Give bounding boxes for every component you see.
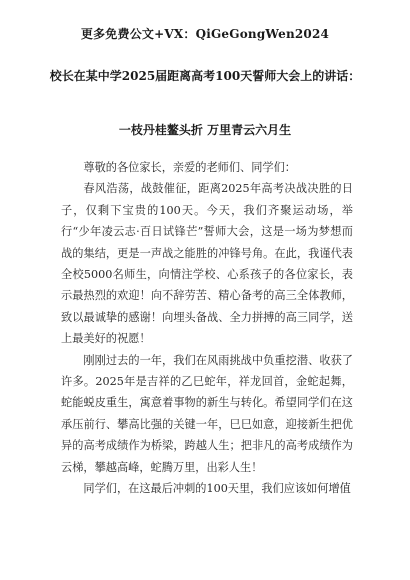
body-paragraph: 刚刚过去的一年，我们在风雨挑战中负重挖潜、收获了许多。2025年是吉祥的乙巳蛇年，祥龙回首，金蛇起舞，蛇能蜕皮重生，寓意着事物的新生与转化。希望同学们在这承压前行、攀高比强的关键一年，巳巳如意，迎接新生把优异的高考成绩作为桥梁，跨越人生；把非凡的高考成绩作为云梯，攀越高峰，蛇腾万里，出彩人生！ [61,353,353,474]
document-body [61,157,353,500]
page-header-watermark: 更多免费公文+VX：QiGeGongWen2024 [80,27,330,41]
document-title: 校长在某中学2025届距离高考100天誓师大会上的讲话： [49,69,361,83]
document-subtitle: 一枝丹桂鳌头折 万里青云六月生 [118,123,292,137]
body-paragraph: 同学们，在这最后冲刺的100天里，我们应该如何增值 [83,482,351,496]
body-paragraph: 春风浩荡，战鼓催征，距离2025年高考决战决胜的日子，仅剩下宝贵的100天。今天，我们齐聚运动场，举行“少年凌云志·百日试锋芒”誓师大会，这是一场为梦想而战的集结，更是一声战之能胜的冲锋号角。在此，我谨代表全校5000名师生，向情注学校、心系孩子的各位家长，表示最热烈的欢迎！向不辞劳苦、精心备考的高三全体教师，致以最诚挚的感谢！向埋头备战、全力拼搏的高三同学，送上最美好的祝愿！ [61,182,353,346]
salutation-paragraph: 尊敬的各位家长，亲爱的老师们、同学们： [83,161,296,174]
